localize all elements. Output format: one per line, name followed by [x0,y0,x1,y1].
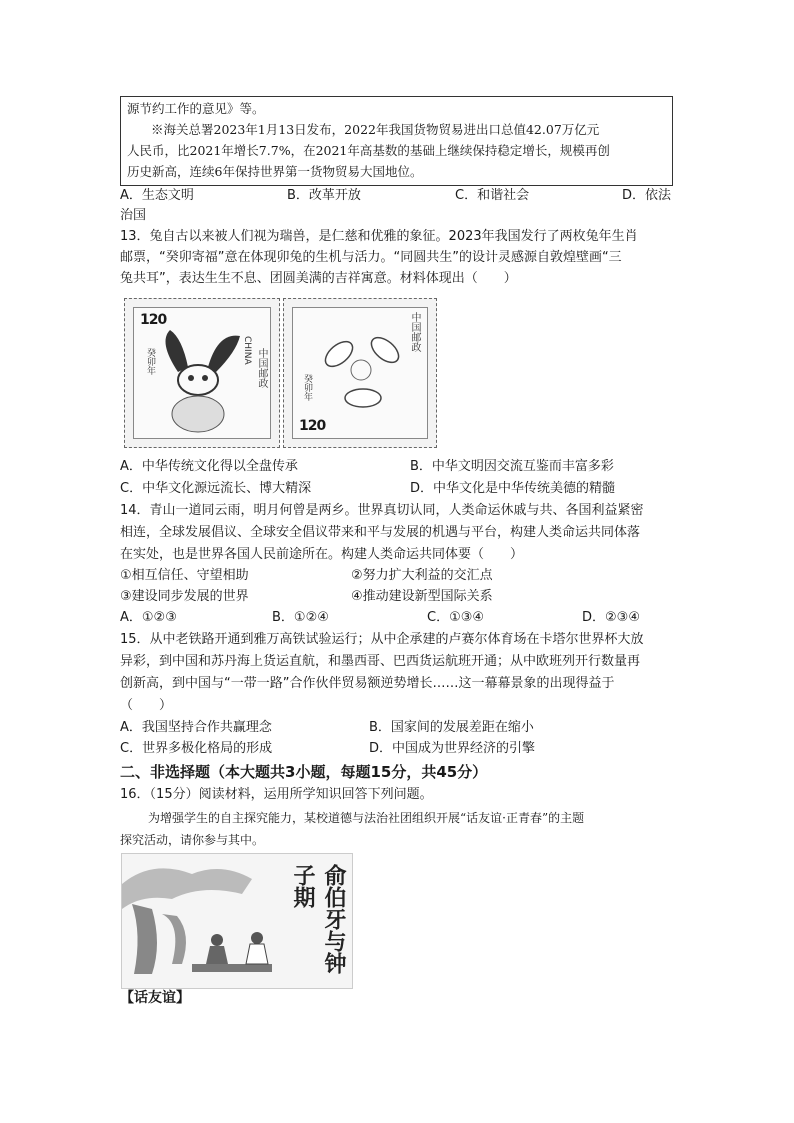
landscape-sketch-icon [122,854,282,988]
material-box [120,96,673,186]
q14-line-2: 相连，全球发展倡议、全球安全倡议带来和平与发展的机遇与平台，构建人类命运共同体落 [120,525,641,540]
q15-line-1: 15．从中老铁路开通到雅万高铁试验运行；从中企承建的卢赛尔体育场在卡塔尔世界杯大放 [120,632,644,647]
q13-option-c: C．中华文化源远流长、博大精深 [120,481,312,496]
section-heading: 二、非选择题（本大题共3小题，每题15分，共45分） [120,763,488,781]
q15-line-2: 异彩，到中国和苏丹海上货运直航，和墨西哥、巴西货运航班开通；从中欧班列开行数量再 [120,654,641,669]
q14-item-4: ④推动建设新型国际关系 [351,589,493,604]
stamp2-country: 中国邮政 [409,312,420,352]
q15-line-3: 创新高，到中国与“一带一路”合作伙伴贸易额逆势增长……这一幕幕景象的出现得益于 [120,676,615,691]
q14-item-1: ①相互信任、守望相助 [120,568,249,583]
q14-option-b: B．①②④ [272,610,329,625]
q16-line-3: 探究活动，请你参与其中。 [120,833,265,847]
q13-line-2: 邮票，“癸卯寄福”意在体现卯兔的生机与活力。“同圆共生”的设计灵感源自敦煌壁画“三 [120,250,622,265]
q14-line-3: 在实处，也是世界各国人民前途所在。构建人类命运共同体要（ ） [120,547,524,562]
three-rabbits-icon [307,320,415,420]
q13-line-1: 13．兔自古以来被人们视为瑞兽，是仁慈和优雅的象征。2023年我国发行了两枚兔年生肖 [120,229,638,244]
stamp2-name: 癸卯年 [302,374,312,401]
stamp1-value: 120 [140,312,167,328]
q14-item-3: ③建设同步发展的世界 [120,589,249,604]
box-line-3: 人民币，比2021年增长7.7%，在2021年高基数的基础上继续保持稳定增长，规模再创 [127,143,610,158]
q15-line-4: （ ） [120,698,173,713]
rabbit-figure-icon [148,322,248,434]
q12-option-d-cont: 治国 [120,208,147,223]
stamp-gui-mao-ji-fu [124,298,280,448]
q13-option-d: D．中华文化是中华传统美德的精髓 [410,481,616,496]
q14-item-2: ②努力扩大利益的交汇点 [351,568,493,583]
stamp1-country: 中国邮政 [256,348,267,388]
q14-option-c: C．①③④ [427,610,485,625]
box-line-4: 历史新高，连续6年保持世界第一货物贸易大国地位。 [127,164,423,179]
box-line-1: 源节约工作的意见》等。 [127,101,265,116]
q13-option-b: B．中华文明因交流互鉴而丰富多彩 [410,459,614,474]
q14-option-d: D．②③④ [582,610,640,625]
painting-calligraphy: 俞伯牙与钟子期 [290,864,347,974]
subhead-friendship: 【话友谊】 [120,990,190,1006]
stamp1-name: 癸卯年 [145,348,155,375]
q12-option-c: C．和谐社会 [455,188,530,203]
q13-option-a: A．中华传统文化得以全盘传承 [120,459,298,474]
q16-line-2: 为增强学生的自主探究能力，某校道德与法治社团组织开展“话友谊·正青春”的主题 [148,811,585,825]
q12-option-b: B．改革开放 [287,188,361,203]
q15-option-a: A．我国坚持合作共赢理念 [120,720,272,735]
q14-line-1: 14．青山一道同云雨，明月何曾是两乡。世界真切认同，人类命运休戚与共、各国利益紧密 [120,503,644,518]
q12-option-a: A．生态文明 [120,188,194,203]
stamp1-china: CHINA [242,336,252,365]
q15-option-b: B．国家间的发展差距在缩小 [369,720,534,735]
q16-line-1: 16．（15分）阅读材料，运用所学知识回答下列问题。 [120,787,433,802]
box-line-2: ※海关总署2023年1月13日发布，2022年我国货物贸易进出口总值42.07万亿元 [151,122,600,137]
q12-option-d: D．依法 [622,188,672,203]
q14-option-a: A．①②③ [120,610,177,625]
q15-option-d: D．中国成为世界经济的引擎 [369,741,536,756]
stamp-tong-yuan-gong-sheng [283,298,437,448]
q13-line-3: 兔共耳”，表达生生不息、团圆美满的吉祥寓意。材料体现出（ ） [120,271,517,286]
q15-option-c: C．世界多极化格局的形成 [120,741,273,756]
stamp2-value: 120 [299,418,326,434]
yu-boya-zhong-ziqi-painting [121,853,353,989]
